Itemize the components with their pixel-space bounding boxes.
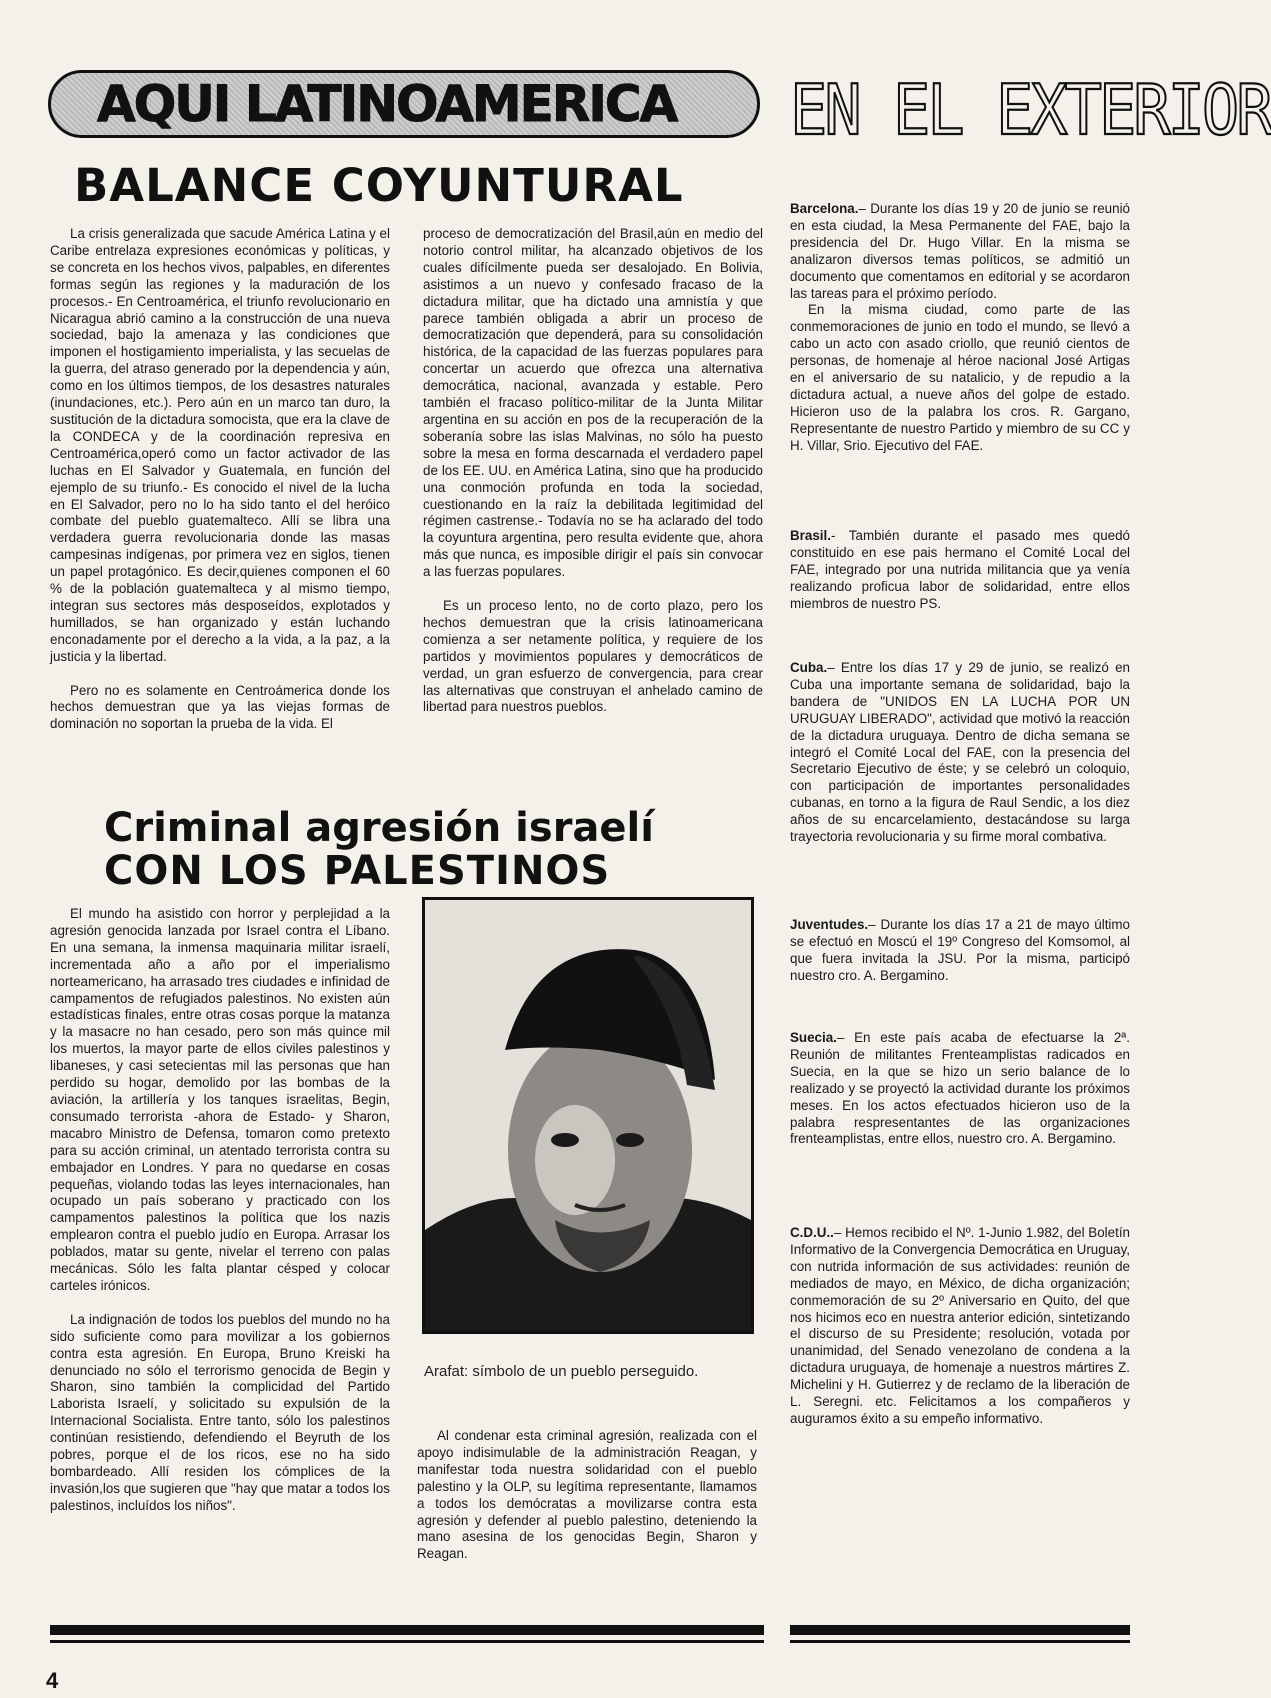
- sidebar-lead: Cuba.: [790, 660, 828, 675]
- sidebar-text: – Hemos recibido el Nº. 1-Junio 1.982, del Boletín Informativo de la Convergencia Democrática en Uruguay, con nutrida información de sus actividades: reunión de mediados de mayo, en México, de dicha organización; conmemoración de su 2º Aniversario en Quito, del que nos hicimos eco en nuestra anterior edición, sintetizando el discurso de su Presidente; resolución, votada por unanimidad, del Senado venezolano de condena a la dictadura uruguaya, de homenaje a nuestros mártires Z. Michelini y H. Gutierrez y de reclamo de la liberación de L. Seregni. etc. Felicitamos a los compañeros y auguramos éxito a su empeño informativo.: [790, 1225, 1130, 1426]
- sidebar-lead: Barcelona.: [790, 201, 859, 216]
- article1-paragraph: La crisis generalizada que sacude América Latina y el Caribe entrelaza expresiones económicas y políticas, y se concreta en los hechos vivos, palpables, en diferentes formas según las regiones y la maduración de los procesos.- En Centroamérica, el triunfo revolucionario en Nicaragua abrió camino a la construcción de una nueva sociedad, bajo la amenaza y las condiciones que imponen el hostigamiento imperialista, y las secuelas de la guerra, del atraso generado por la dependencia y aún, como en los últimos tiempos, de los desastres naturales (inundaciones, etc.). Pero aún en un marco tan duro, la sustitución de la dictadura somocista, que era la clave de la CONDECA y de la coordinación represiva en Centroamérica,operó como un factor activador de las luchas en El Salvador y Guatemala, en función del ejemplo de su triunfo.- Es conocido el nivel de la lucha en El Salvador, pero no lo ha sido tanto el del heróico combate del pueblo guatemalteco. Allí se libra una verdadera guerra revolucionaria donde las masas campesinas indígenas, por primera vez en siglos, tienen un papel protagónico. Es decir,quienes componen el 60 % de la población guatemalteca y al mismo tiempo, integran sus sectores más desposeídos, explotados y humillados, se han organizado y están luchando enconadamente por el derecho a la vida, a la paz, a la justicia y la libertad.: [50, 226, 390, 664]
- section-header-pill: [48, 70, 760, 138]
- sidebar-lead: Brasil.: [790, 528, 831, 543]
- sidebar-item: [790, 201, 1130, 455]
- footer-rule: [50, 1640, 764, 1643]
- footer-rule: [790, 1640, 1130, 1643]
- sidebar-text: – Entre los días 17 y 29 de junio, se realizó en Cuba una importante semana de solidaridad, bajo la bandera de "UNIDOS EN LA LUCHA POR UN URUGUAY LIBERADO", actividad que motivó la reacción de la dictadura uruguaya. Dentro de dicha semana se integró el Comité Local del FAE, con la presencia del Secretario Ejecutivo de éste; y se celebró un coloquio, con participación de importantes personalidades cubanas, en torno a la figura de Raul Sendic, a los diez años de su encarcelamiento, destacándose su larga trayectoria revolucionaria y su firme moral combativa.: [790, 660, 1130, 845]
- article1-column-1: [50, 226, 390, 733]
- portrait-photo-icon: [425, 900, 751, 1331]
- footer-rule: [50, 1625, 764, 1635]
- sidebar-text: – Durante los días 17 a 21 de mayo último se efectuó en Moscú el 19º Congreso del Komsomol, al que fuera invitada la JSU. Por la misma, participó nuestro cro. A. Bergamino.: [790, 917, 1130, 983]
- article2-paragraph: Al condenar esta criminal agresión, realizada con el apoyo indisimulable de la administración Reagan, y manifestar toda nuestra solidaridad con el pueblo palestino y la OLP, su legítima representante, llamamos a todos los demócratas a movilizarse contra esta agresión y defender al pueblo palestino, deteniendo la mano asesina de los genocidas Begin, Sharon y Reagan.: [417, 1428, 757, 1562]
- sidebar-text: – Durante los días 19 y 20 de junio se reunió en esta ciudad, la Mesa Permanente del FAE, bajo la presidencia del Dr. Hugo Villar. En la misma se analizaron diversos temas políticos, se admitió un documento que comentamos en editorial y se acordaron las tareas para el próximo período.: [790, 201, 1130, 301]
- sidebar-item: [790, 660, 1130, 846]
- sidebar-lead: Juventudes.: [790, 917, 869, 932]
- column-title: EN EL EXTERIOR: [790, 69, 1271, 151]
- sidebar-item: [790, 528, 1130, 613]
- photo-caption: Arafat: símbolo de un pueblo perseguido.: [424, 1363, 699, 1380]
- sidebar-lead: Suecia.: [790, 1030, 837, 1045]
- article1-paragraph: proceso de democratización del Brasil,aún en medio del notorio control militar, ha alcanzado objetivos de los cuales difícilmente pueda ser desalojado. En Bolivia, asistimos a un nuevo y confesado fracaso de la dictadura militar, que ha dictado una amnistía y que parece también obligada a abrir un proceso de democratización que dependerá, para su consolidación histórica, de la capacidad de las fuerzas populares para concertar un acuerdo que ofrezca una alternativa democrática, nacional, avanzada y estable. Pero también el fracaso político-militar de la Junta Militar argentina en su acción en pos de la recuperación de la soberanía sobre las islas Malvinas, no sólo ha puesto sobre la mesa en forma descarnada el verdadero papel de los EE. UU. en América Latina, sino que ha producido una conmoción profunda en toda la sociedad, cuestionando en la raíz la debilitada legitimidad del régimen castrense.- Todavía no se ha aclarado del todo la coyuntura argentina, pero resulta evidente que, ahora más que nunca, es imposible dirigir el país sin convocar a las fuerzas populares.: [423, 226, 763, 580]
- article2-paragraph: La indignación de todos los pueblos del mundo no ha sido suficiente como para movilizar a los gobiernos contra esta agresión. En Europa, Bruno Kreiski ha denunciado no sólo el terrorismo genocida de Begin y Sharon, sino también la complicidad del Partido Laborista Israelí, y solicitado su expulsión de la Internacional Socialista. Entre tanto, sólo los palestinos continúan resistiendo, defendiendo el Beyruth de los pobres, porque el de los ricos, ese no ha sido bombardeado. Allí residen los cómplices de la invasión,los que sugieren que "hay que matar a todos los palestinos, incluídos los niños".: [50, 1311, 390, 1513]
- article1-column-2: [423, 226, 763, 716]
- article2-title-line2: CON LOS PALESTINOS: [104, 848, 611, 894]
- portrait-photo: [422, 897, 754, 1334]
- article2-paragraph: El mundo ha asistido con horror y perplejidad a la agresión genocida lanzada por Israel contra el Líbano. En una semana, la inmensa maquinaria militar israelí, incrementada año a año por el imperialismo norteamericano, ha arrasado tres ciudades e infinidad de campamentos de refugiados palestinos. No existen aún estadísticas finales, entre otras cosas porque la matanza y la masacre no han cesado, pero son más quince mil los muertos, la mayor parte de ellos civiles palestinos y libaneses, y casi setecientas mil las personas que han perdido su hogar, demolido por las bombas de la aviación, la artillería y los tanques israelitas, Begin, consumado terrorista -ahora de Estado- y Sharon, macabro Ministro de Defensa, tomaron como pretexto para su acción criminal, un atentado terrorista contra su embajador en Londres. Y para no quedarse en cosas pequeñas, violando todas las leyes internacionales, han ocupado un país soberano y practicado con los campamentos palestinos la política que los nazis emplearon contra el pueblo judío en Europa. Arrasar los poblados, matar su gente, nivelar el terreno con palas mecánicas. Sólo les falta plantar césped y colocar carteles irónicos.: [50, 906, 390, 1293]
- sidebar-text: En la misma ciudad, como parte de las conmemoraciones de junio en todo el mundo, se llevó a cabo un acto con asado criollo, que reunió cientos de personas, de homenaje al héroe nacional José Artigas en el aniversario de su natalicio, y de repudio a la dictadura actual, a nueve años del golpe de estado. Hicieron uso de la palabra los cros. R. Gargano, Representante de nuestro Partido y miembro de su CC y H. Villar, Srio. Ejecutivo del FAE.: [790, 302, 1130, 453]
- sidebar-item: [790, 1225, 1130, 1428]
- footer-rule: [790, 1625, 1130, 1635]
- sidebar-item: [790, 917, 1130, 985]
- article1-paragraph: Pero no es solamente en Centroámerica donde los hechos demuestran que ya las viejas formas de dominación no soportan la prueba de la vida. El: [50, 682, 390, 732]
- article2-title-line1: Criminal agresión israelí: [104, 805, 654, 851]
- sidebar-lead: C.D.U..: [790, 1225, 834, 1240]
- section-title: AQUI LATINOAMERICA: [97, 75, 677, 133]
- sidebar-text: – En este país acaba de efectuarse la 2ª. Reunión de militantes Frenteamplistas radicados en Suecia, en la que se hizo un serio balance de lo realizado y se proyectó la actividad durante los próximos meses. En los actos efectuados hicieron uso de la palabra respresentantes de las organizaciones frenteamplistas, entre ellos, nuestro cro. A. Bergamino.: [790, 1030, 1130, 1147]
- article2-column-1: [50, 906, 390, 1515]
- article1-paragraph: Es un proceso lento, no de corto plazo, pero los hechos demuestran que la crisis latinoamericana comienza a ser netamente política, y requiere de los partidos y movimientos populares y democráticos de verdad, un gran esfuerzo de convergencia, para crear las alternativas que construyan el anhelado camino de libertad para nuestros pueblos.: [423, 598, 763, 715]
- sidebar-text: - También durante el pasado mes quedó constituido en ese pais hermano el Comité Local del FAE, integrado por una nutrida militancia que ya venía realizando proficua labor de solidaridad, entre ellos miembros de nuestro PS.: [790, 528, 1130, 611]
- article1-title: BALANCE COYUNTURAL: [74, 159, 684, 212]
- sidebar-item: [790, 1030, 1130, 1148]
- article2-column-2: [417, 1428, 757, 1563]
- page-number: 4: [46, 1668, 59, 1693]
